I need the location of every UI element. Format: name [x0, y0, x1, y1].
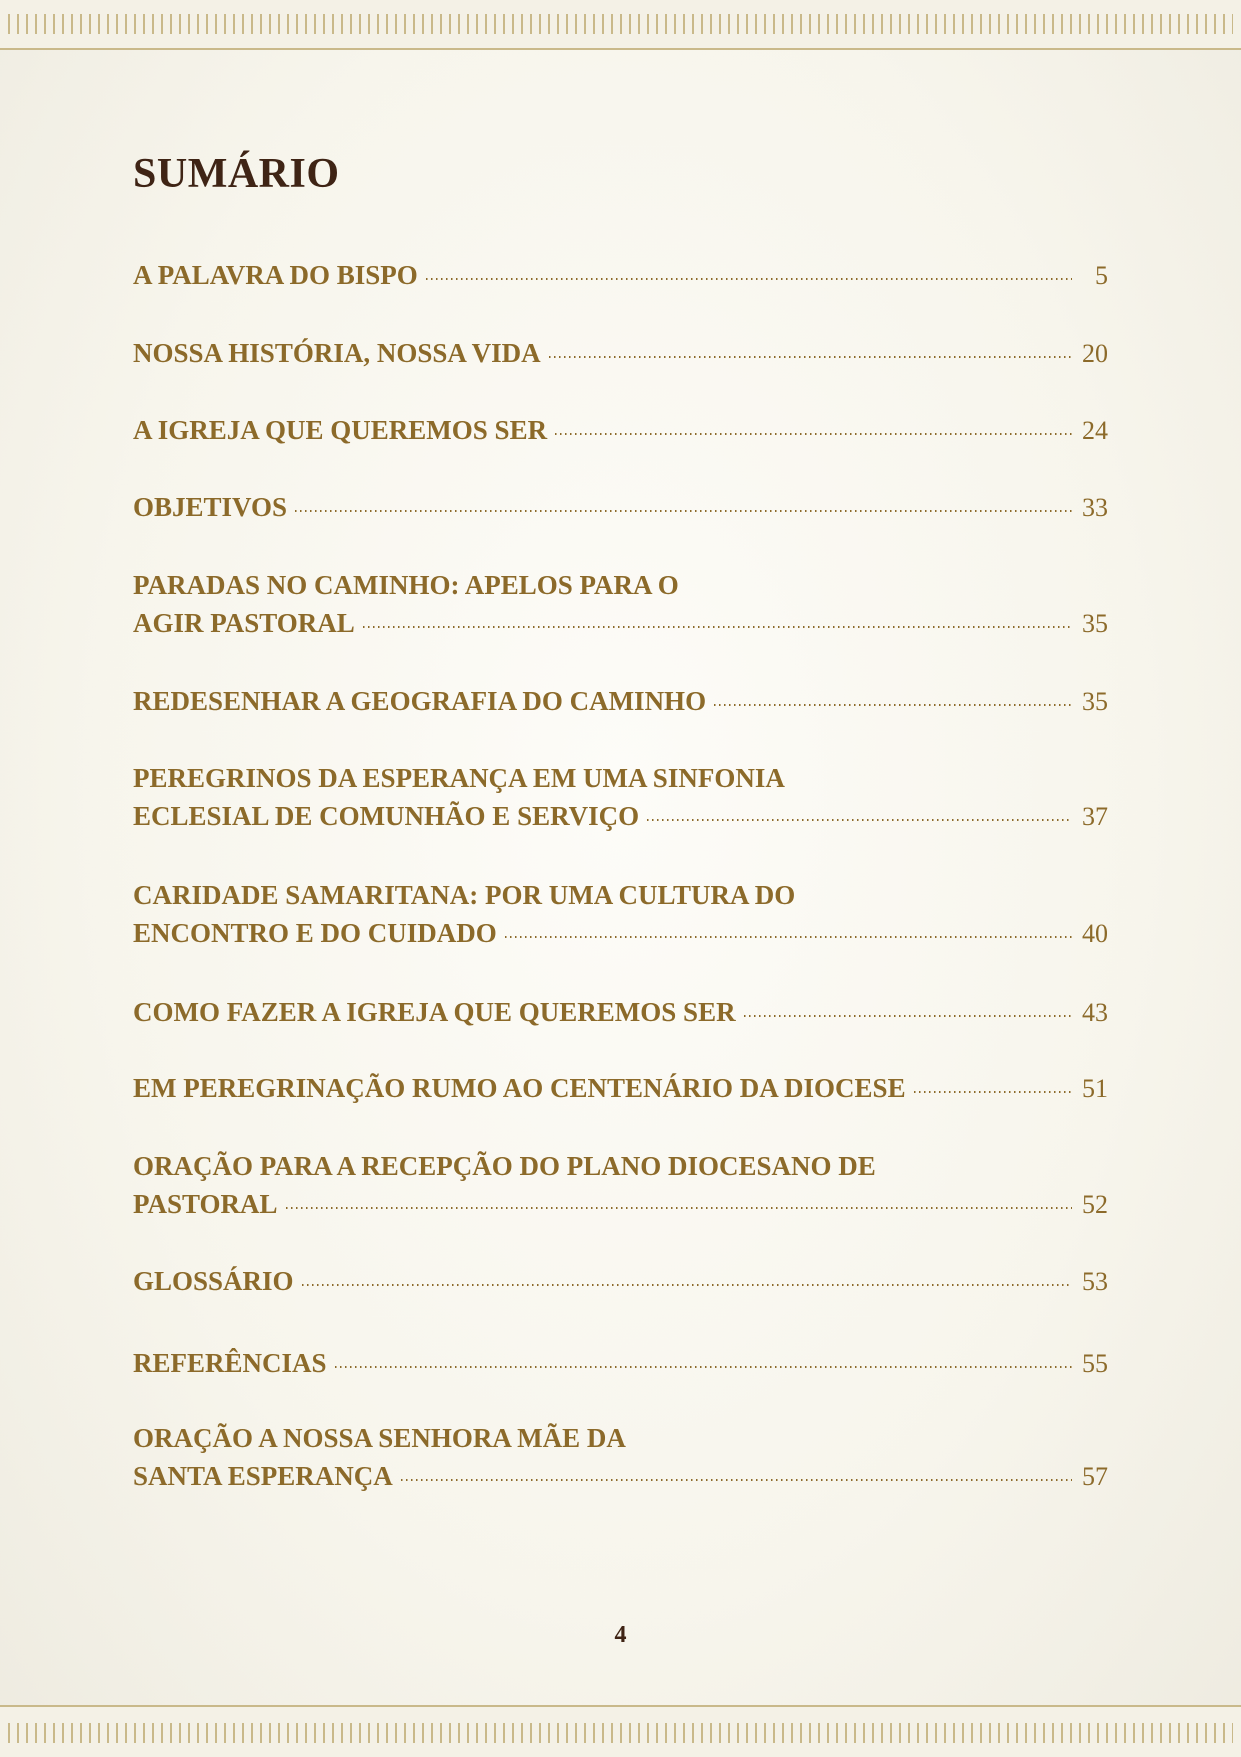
dot-leader: [335, 1366, 1072, 1368]
toc-entry-title: AGIR PASTORAL: [133, 608, 355, 638]
page-title: SUMÁRIO: [133, 151, 340, 197]
toc-entry-line: [133, 1457, 1108, 1495]
toc-entry: [133, 566, 1108, 642]
toc-entry-title: OBJETIVOS: [133, 492, 288, 522]
toc-entry: [133, 1069, 1108, 1107]
toc-entry-line: [133, 759, 1108, 797]
bottom-border: [0, 1705, 1241, 1757]
dot-leader: [302, 1284, 1072, 1286]
toc-entry-page: 5: [1095, 261, 1108, 290]
toc-entry-title: ORAÇÃO PARA A RECEPÇÃO DO PLANO DIOCESANO DE: [133, 1151, 876, 1181]
toc-entry-title: A IGREJA QUE QUEREMOS SER: [133, 415, 548, 445]
dot-leader: [744, 1015, 1072, 1017]
toc-entry-page: 52: [1082, 1190, 1108, 1219]
toc-entry-page: 37: [1082, 802, 1108, 831]
dot-leader: [555, 433, 1072, 435]
toc-entry: [133, 1344, 1108, 1382]
toc-entry-page: 53: [1082, 1267, 1108, 1296]
toc-entry-title: PEREGRINOS DA ESPERANÇA EM UMA SINFONIA: [133, 763, 785, 793]
toc-entry-page: 20: [1082, 339, 1108, 368]
toc-entry-page: 57: [1082, 1462, 1108, 1491]
dot-leader: [647, 819, 1072, 821]
toc-entry-title: COMO FAZER A IGREJA QUE QUEREMOS SER: [133, 997, 736, 1027]
toc-entry: [133, 876, 1108, 952]
table-of-contents: [133, 0, 1108, 1600]
toc-entry-line: [133, 682, 1108, 720]
toc-entry-page: 40: [1082, 919, 1108, 948]
toc-entry-title: REDESENHAR A GEOGRAFIA DO CAMINHO: [133, 686, 707, 716]
toc-entry: [133, 334, 1108, 372]
toc-entry-line: [133, 797, 1108, 835]
toc-entry: [133, 411, 1108, 449]
toc-entry: [133, 759, 1108, 835]
toc-entry-title: NOSSA HISTÓRIA, NOSSA VIDA: [133, 338, 541, 368]
dot-leader: [914, 1091, 1072, 1093]
page-number: 4: [614, 1622, 627, 1648]
dot-leader: [363, 626, 1072, 628]
toc-entry-title: REFERÊNCIAS: [133, 1348, 327, 1378]
toc-entry-page: 35: [1082, 687, 1108, 716]
toc-entry-title: CARIDADE SAMARITANA: POR UMA CULTURA DO: [133, 880, 796, 910]
toc-entry-page: 51: [1082, 1074, 1108, 1103]
toc-entry: [133, 256, 1108, 294]
toc-entry-line: [133, 488, 1108, 526]
toc-entry-line: [133, 566, 1108, 604]
toc-entry-line: [133, 1262, 1108, 1300]
toc-entry-title: PASTORAL: [133, 1189, 278, 1219]
toc-entry-line: [133, 604, 1108, 642]
toc-entry: [133, 1147, 1108, 1223]
toc-entry-title: EM PEREGRINAÇÃO RUMO AO CENTENÁRIO DA DIOCESE: [133, 1073, 906, 1103]
dot-leader: [549, 356, 1072, 358]
toc-entry: [133, 993, 1108, 1031]
toc-entry-title: GLOSSÁRIO: [133, 1266, 294, 1296]
toc-entry-page: 55: [1082, 1349, 1108, 1378]
dot-leader: [401, 1479, 1072, 1481]
dot-leader: [426, 278, 1072, 280]
toc-entry-title: PARADAS NO CAMINHO: APELOS PARA O: [133, 570, 679, 600]
toc-entry-line: [133, 256, 1108, 294]
toc-entry-line: [133, 1419, 1108, 1457]
toc-entry-line: [133, 876, 1108, 914]
toc-entry-line: [133, 1147, 1108, 1185]
dot-leader: [714, 704, 1072, 706]
toc-entry-title: ORAÇÃO A NOSSA SENHORA MÃE DA: [133, 1423, 626, 1453]
toc-entry-line: [133, 1185, 1108, 1223]
toc-entry: [133, 1419, 1108, 1495]
toc-entry-title: ECLESIAL DE COMUNHÃO E SERVIÇO: [133, 801, 640, 831]
toc-entry-line: [133, 914, 1108, 952]
toc-entry-page: 43: [1082, 998, 1108, 1027]
toc-entry-title: A PALAVRA DO BISPO: [133, 260, 418, 290]
toc-entry-page: 24: [1082, 416, 1108, 445]
toc-entry-title: SANTA ESPERANÇA: [133, 1461, 393, 1491]
toc-entry-line: [133, 1344, 1108, 1382]
dot-leader: [295, 510, 1072, 512]
bottom-border-pattern: [8, 1723, 1233, 1743]
toc-entry-page: 33: [1082, 493, 1108, 522]
dot-leader: [286, 1207, 1072, 1209]
toc-entry-line: [133, 334, 1108, 372]
toc-entry-line: [133, 1069, 1108, 1107]
toc-entry-line: [133, 411, 1108, 449]
toc-entry: [133, 1262, 1108, 1300]
toc-entry-line: [133, 993, 1108, 1031]
dot-leader: [505, 936, 1072, 938]
toc-entry: [133, 488, 1108, 526]
toc-entry-page: 35: [1082, 609, 1108, 638]
toc-entry: [133, 682, 1108, 720]
toc-entry-title: ENCONTRO E DO CUIDADO: [133, 918, 497, 948]
